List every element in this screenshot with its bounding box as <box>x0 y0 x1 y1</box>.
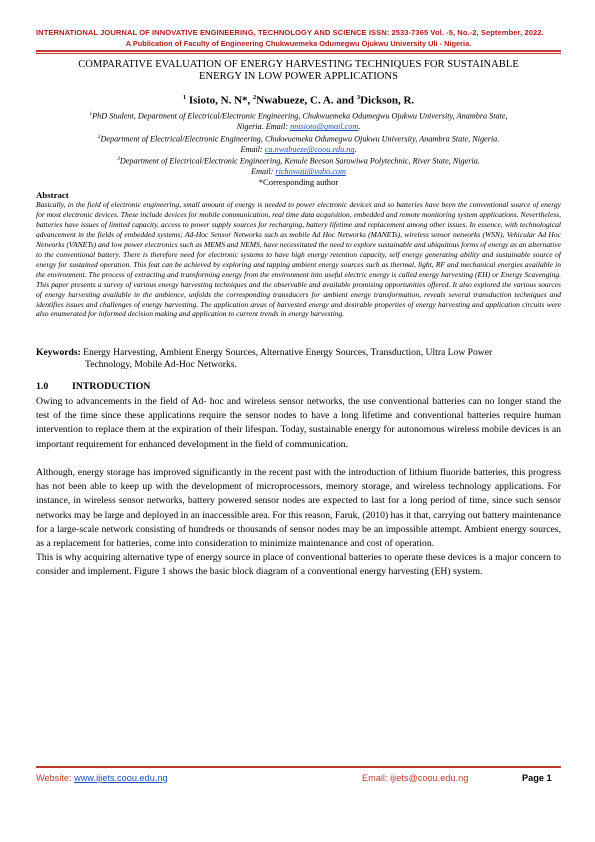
affiliation-3 <box>36 154 561 178</box>
aff1-sup: 1 <box>89 111 93 117</box>
corresponding-author-note: *Corresponding author <box>258 177 339 187</box>
header-rule-thin <box>36 53 561 54</box>
abstract-heading: Abstract <box>36 190 69 200</box>
author3-sup: 3 <box>356 94 361 101</box>
aff2-text: Department of Electrical/Electronic Engineering, Chukwuemeka Odumegwu Ojukwu University, Anambra State, Nigeria. <box>100 134 500 144</box>
abstract-text: Basically, in the field of electronic engineering, small amount of energy is needed to power electronic devices and so batteries have been the conventional source of energy for most electronic devices. These include devices for mobile communication, real time data acquisition, embedded and remote monitoring system applications. Nevertheless, batteries have issues of limited capacity, access to power supply sources for recharging, battery lifetime and replacement among other issues. In essence, with technological advancement in the fields of embedded systems; Ad-Hoc Sensor Networks such as mobile Ad Hoc Networks (MANETs), wireless sensor networks (WSN), Vehicular Ad Hoc Networks (VANETs) and low power electronics such as MEMS and NEMS, have necessitated the need to explore sustainable and ubiquitous forms of energy as an alternative to the conventional battery. There is therefore need for electronic systems to have high energy retention capacity, self energy generating ability and sustainable source of energy for sustained operation. This feat can be achieved by exploring and tapping ambient energy sources such as thermal, light, RF and mechanical energies available in the environment. The process of extracting and transforming energy from the environment into useful electric energy is called energy harvesting (EH) or Energy Scavenging. This paper presents a survey of various energy harvesting techniques and the observable and available promising opportunities offered. It also explored the various sources of energy harvesting available in the ambience, unfolds the corresponding transducers for ambient energy transformation, reveals several transduction techniques and identifies issues and challenges of energy harvesting. The application areas of harvested energy and desirable properties of energy harvesting and application circuits were also enumerated for informed decision making and application to current trends in energy harvesting. <box>36 200 561 319</box>
website-link[interactable]: www.ijiets.coou.edu.ng <box>74 773 168 783</box>
intro-paragraph-2: Although, energy storage has improved significantly in the recent past with the introduction of lithium fluoride batteries, this progress has not been able to keep up with the development of microprocessors, memory storage, and wireless technology applications. For instance, in wireless sensor networks, battery powered sensor nodes are expected to last for a long period of time, since such sensor networks may be large and deployed in an inaccessible area. For this reason, Faruk, (2010) has it that, carrying out battery maintenance for a large-scale network consisting of hundreds or thousands of sensor nodes may be an impossible attempt. Ambient energy sources, as a replacement for batteries, come into consideration to minimize maintenance and cost of operation. <box>36 467 561 550</box>
aff3-email-label: Email: <box>251 167 276 177</box>
author-3: Dickson, R. <box>360 94 415 107</box>
aff1-email-label: Nigeria. Email: <box>236 122 291 132</box>
footer-website <box>36 773 168 783</box>
email-label: Email: <box>362 773 391 783</box>
author-list <box>36 94 561 107</box>
aff1-end: . <box>358 122 361 132</box>
keywords-text: Energy Harvesting, Ambient Energy Sources, Alternative Energy Sources, Transduction, Ultra Low Power Technology, Mobile Ad-Hoc Networks. <box>83 347 493 370</box>
aff1-text: PhD Student, Department of Electrical/Electronic Engineering, Chukwuemeka Odumegwu Ojukwu University, Anambra State, <box>92 111 508 121</box>
aff3-email-link[interactable]: richowaji@yaho.com <box>275 167 346 177</box>
affiliation-1 <box>36 109 561 133</box>
publisher-line: A Publication of Faculty of Engineering Chukwuemeka Odumegwu Ojukwu University Uli - Nigeria. <box>125 39 472 48</box>
keywords-label: Keywords: <box>36 347 81 358</box>
section-number: 1.0 <box>36 381 49 392</box>
keywords-block <box>36 347 511 370</box>
aff3-text: Department of Electrical/Electronic Engineering, Kenule Beeson Sarowiwa Polytechnic, River State, Nigeria. <box>119 156 480 166</box>
aff2-email-link[interactable]: ca.nwabueze@coou.edu.ng <box>264 145 355 155</box>
aff2-email-label: Email: <box>240 145 265 155</box>
author2-sup: 2 <box>253 94 257 101</box>
affiliation-2 <box>36 132 561 156</box>
website-label: Website: <box>36 773 75 783</box>
title-line-2: ENERGY IN LOW POWER APPLICATIONS <box>199 71 398 83</box>
intro-paragraph-1: Owing to advancements in the field of Ad- hoc and wireless sensor networks, the use conventional batteries can no longer stand the test of the time since these applications require the sensor nodes to have a long lifetime and conventional batteries require human intervention to replace them at the expiration of their lifespan. Today, sustainable energy for autonomous wireless mobile devices is an important requirement for enhanced development in the field of communication. <box>36 396 561 450</box>
section-title: INTRODUCTION <box>72 381 151 392</box>
aff2-sup: 2 <box>97 134 101 140</box>
title-line-1: COMPARATIVE EVALUATION OF ENERGY HARVESTING TECHNIQUES FOR SUSTAINABLE <box>78 59 519 70</box>
header-rule <box>36 50 561 52</box>
intro-paragraph-3: This is why acquiring alternative type of energy source in place of conventional batteries to operate these devices is a major concern to consider and implement. Figure 1 shows the basic block diagram of a conventional energy harvesting (EH) system. <box>36 552 561 578</box>
author-2: Nwabueze, C. A. and <box>256 94 357 107</box>
aff2-end: . <box>354 145 357 155</box>
aff3-sup: 3 <box>117 156 120 162</box>
page-number: Page 1 <box>522 773 552 783</box>
journal-header: INTERNATIONAL JOURNAL OF INNOVATIVE ENGINEERING, TECHNOLOGY AND SCIENCE ISSN: 2533-7365 Vol. -5, No.-2, September, 2022. <box>36 28 544 37</box>
paper-title <box>36 59 561 84</box>
email-address[interactable]: ijiets@coou.edu.ng <box>390 773 469 783</box>
author-1: Isioto, N. N*, <box>186 94 254 107</box>
footer-rule <box>36 766 561 768</box>
footer-email <box>362 773 468 783</box>
author1-sup: 1 <box>182 94 187 101</box>
aff1-email-link[interactable]: nnisioto@gmail.com <box>290 122 359 132</box>
